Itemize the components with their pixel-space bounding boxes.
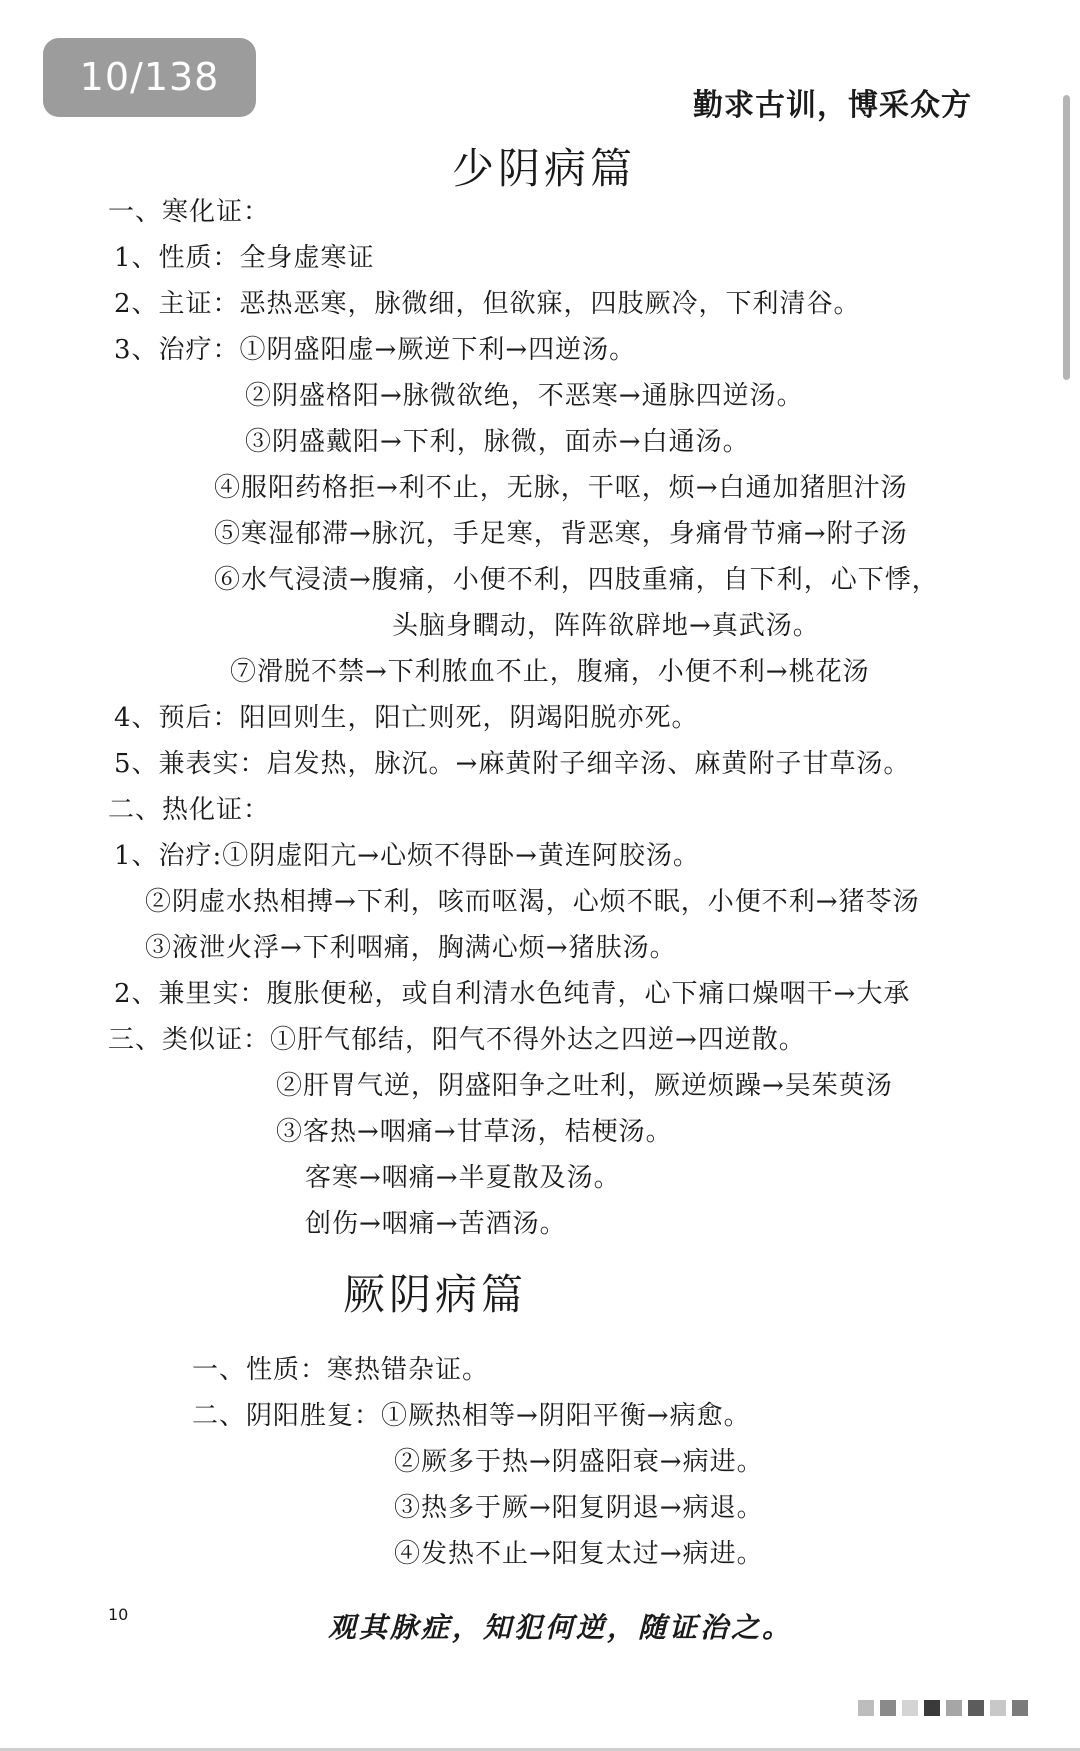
watermark-block [946,1700,962,1716]
watermark-block [924,1700,940,1716]
text-line: 2、兼里实：腹胀便秘，或自利清水色纯青，心下痛口燥咽干→大承 [114,979,911,1009]
text-line: 客寒→咽痛→半夏散及汤。 [305,1163,621,1193]
section-title-jueyin: 厥阴病篇 [343,1270,528,1319]
text-line: 2、主证：恶热恶寒，脉微细，但欲寐，四肢厥冷，下利清谷。 [114,289,861,319]
text-line: 4、预后：阳回则生，阳亡则死，阴竭阳脱亦死。 [114,703,699,733]
watermark-block [902,1700,918,1716]
text-line: ③液泄火浮→下利咽痛，胸满心烦→猪肤汤。 [145,933,677,963]
text-line: 3、治疗：①阴盛阳虚→厥逆下利→四逆汤。 [114,335,637,365]
text-line: ⑤寒湿郁滞→脉沉，手足寒，背恶寒，身痛骨节痛→附子汤 [214,519,908,549]
text-line: 1、治疗:①阴虚阳亢→心烦不得卧→黄连阿胶汤。 [114,841,700,871]
header-motto: 勤求古训，博采众方 [693,88,972,123]
watermark-block [858,1700,874,1716]
watermark-block [968,1700,984,1716]
text-line: 三、类似证：①肝气郁结，阳气不得外达之四逆→四逆散。 [108,1025,806,1055]
page-counter-badge: 10/138 [43,38,256,117]
text-line: 5、兼表实：启发热，脉沉。→麻黄附子细辛汤、麻黄附子甘草汤。 [114,749,911,779]
text-line: ③热多于厥→阳复阴退→病退。 [394,1493,764,1523]
text-line: ②厥多于热→阴盛阳衰→病进。 [394,1447,764,1477]
text-line: ④发热不止→阳复太过→病进。 [394,1539,764,1569]
watermark-block [1012,1700,1028,1716]
scrollbar[interactable] [1063,95,1070,380]
section-title-shaoyin: 少阴病篇 [452,144,637,193]
text-line: ⑦滑脱不禁→下利脓血不止，腹痛，小便不利→桃花汤 [230,657,870,687]
footer-quote: 观其脉症，知犯何逆，随证治之。 [328,1611,794,1644]
watermark-block [990,1700,1006,1716]
text-line: ②肝胃气逆，阴盛阳争之吐利，厥逆烦躁→吴茱萸汤 [276,1071,893,1101]
text-line: ③客热→咽痛→甘草汤，桔梗汤。 [276,1117,673,1147]
text-line: 二、热化证： [108,795,271,825]
text-line: ②阴虚水热相搏→下利，咳而呕渴，心烦不眠，小便不利→猪苓汤 [145,887,920,917]
watermark-mosaic [858,1700,1028,1716]
text-line: ⑥水气浸渍→腹痛，小便不利，四肢重痛，自下利，心下悸， [214,565,939,595]
text-line: ④服阳药格拒→利不止，无脉，干呕，烦→白通加猪胆汁汤 [214,473,908,503]
text-line: 一、寒化证： [108,197,271,227]
text-line: 1、性质：全身虚寒证 [114,243,375,273]
text-line: ③阴盛戴阳→下利，脉微，面赤→白通汤。 [245,427,750,457]
text-line: 二、阴阳胜复：①厥热相等→阴阳平衡→病愈。 [192,1401,751,1431]
text-line: 头脑身瞤动，阵阵欲辟地→真武汤。 [392,611,820,641]
footer-page-number: 10 [108,1605,129,1624]
text-line: 创伤→咽痛→苦酒汤。 [305,1209,567,1239]
text-line: 一、性质：寒热错杂证。 [192,1355,490,1385]
watermark-block [880,1700,896,1716]
text-line: ②阴盛格阳→脉微欲绝，不恶寒→通脉四逆汤。 [245,381,804,411]
